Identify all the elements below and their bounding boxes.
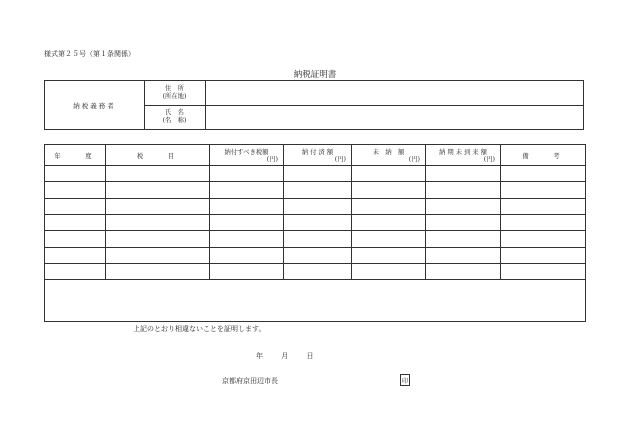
table-cell — [106, 182, 210, 198]
table-cell — [501, 182, 586, 198]
header-tax-due — [210, 145, 284, 166]
address-label-main: 住 所 — [165, 85, 184, 92]
table-cell — [210, 198, 284, 214]
table-cell — [426, 214, 501, 230]
table-cell — [106, 231, 210, 247]
table-row — [45, 182, 586, 198]
name-label-main: 氏 名 — [165, 109, 184, 116]
header-remarks: 備 考 — [501, 145, 586, 166]
taxpayer-role-label: 納税義務者 — [45, 81, 145, 129]
table-cell — [352, 166, 426, 182]
table-cell — [45, 263, 106, 279]
tax-certificate-table — [44, 144, 586, 322]
table-cell — [210, 263, 284, 279]
table-cell — [45, 214, 106, 230]
table-row — [45, 198, 586, 214]
table-cell — [352, 182, 426, 198]
taxpayer-info-box — [44, 80, 584, 130]
header-unpaid — [352, 145, 426, 166]
name-label — [144, 105, 206, 129]
table-row — [45, 214, 586, 230]
header-tax-item: 税 目 — [106, 145, 210, 166]
table-cell — [45, 247, 106, 263]
table-cell — [426, 166, 501, 182]
header-tax-due-unit: (円) — [266, 156, 278, 163]
table-header-row — [45, 145, 586, 166]
table-row — [45, 247, 586, 263]
table-cell — [106, 263, 210, 279]
date-year: 年 — [256, 352, 263, 360]
header-fiscal-year: 年 度 — [45, 145, 106, 166]
remarks-row — [45, 280, 586, 322]
table-cell — [284, 214, 352, 230]
header-not-yet-due — [426, 145, 501, 166]
table-cell — [45, 182, 106, 198]
table-cell — [501, 198, 586, 214]
remarks-cell — [45, 280, 586, 322]
header-not-yet-due-label: 納 期 未 到 来 額 — [439, 149, 487, 156]
table-cell — [210, 182, 284, 198]
table-row — [45, 231, 586, 247]
table-row — [45, 263, 586, 279]
table-cell — [45, 231, 106, 247]
address-name-divider — [205, 105, 583, 106]
table-cell — [106, 198, 210, 214]
table-cell — [284, 247, 352, 263]
table-cell — [106, 214, 210, 230]
seal-mark: 印 — [400, 374, 410, 386]
table-cell — [210, 231, 284, 247]
table-cell — [352, 231, 426, 247]
table-cell — [501, 247, 586, 263]
table-cell — [352, 214, 426, 230]
table-cell — [210, 166, 284, 182]
table-cell — [501, 231, 586, 247]
table-cell — [106, 247, 210, 263]
header-unpaid-label: 未 納 額 — [372, 149, 405, 156]
table-cell — [210, 214, 284, 230]
table-cell — [45, 166, 106, 182]
header-paid-label: 納 付 済 額 — [301, 149, 334, 156]
header-unpaid-unit: (円) — [408, 156, 420, 163]
header-paid — [284, 145, 352, 166]
header-not-yet-due-unit: (円) — [483, 156, 495, 163]
table-cell — [501, 263, 586, 279]
table-cell — [284, 198, 352, 214]
header-paid-unit: (円) — [334, 156, 346, 163]
table-cell — [426, 198, 501, 214]
table-cell — [284, 263, 352, 279]
table-cell — [426, 231, 501, 247]
table-cell — [426, 182, 501, 198]
date-day: 日 — [306, 352, 314, 360]
table-row — [45, 166, 586, 182]
document-title: 納税証明書 — [293, 70, 337, 80]
table-cell — [284, 166, 352, 182]
header-tax-due-label: 納付すべき税額 — [224, 149, 269, 156]
table-cell — [426, 247, 501, 263]
table-cell — [501, 214, 586, 230]
form-number-label: 様式第２５号（第１条関係） — [44, 50, 135, 58]
table-cell — [352, 263, 426, 279]
table-cell — [106, 166, 210, 182]
address-label — [144, 81, 206, 106]
table-cell — [426, 263, 501, 279]
issuer-name: 京都府京田辺市長 — [222, 377, 278, 385]
table-cell — [352, 247, 426, 263]
table-cell — [210, 247, 284, 263]
table-cell — [45, 198, 106, 214]
date-month: 月 — [281, 352, 289, 360]
table-cell — [284, 182, 352, 198]
address-label-sub: (所在地) — [162, 93, 187, 100]
certification-statement: 上記のとおり相違ないことを証明します。 — [133, 325, 266, 333]
date-line — [256, 351, 327, 361]
table-cell — [501, 166, 586, 182]
table-cell — [352, 198, 426, 214]
name-label-sub: (名 称) — [162, 117, 187, 124]
table-cell — [284, 231, 352, 247]
